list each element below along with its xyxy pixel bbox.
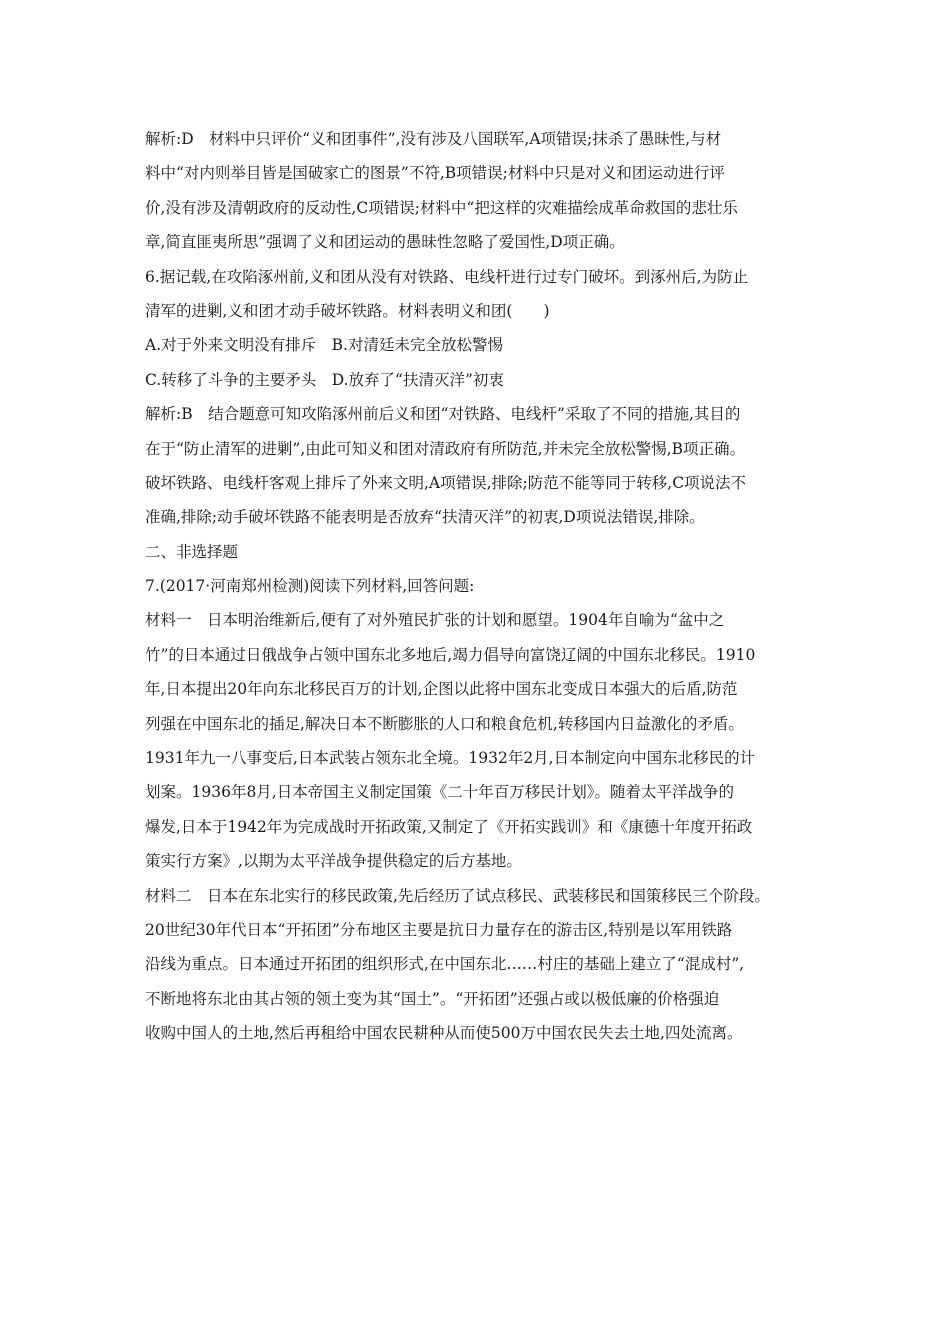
document-page: [145, 122, 815, 1051]
question-7-stem: 7.(2017·河南郑州检测)阅读下列材料,回答问题:: [145, 577, 475, 596]
material-2-line-2: 20世纪30年代日本“开拓团”分布地区主要是抗日力量存在的游击区,特别是以军用铁路: [145, 920, 733, 939]
question-6-line-1: 6.据记载,在攻陷涿州前,义和团从没有对铁路、电线杆进行过专门破坏。到涿州后,为防止: [145, 267, 749, 286]
material-2-line-5: 收购中国人的土地,然后再租给中国农民耕种从而使500万中国农民失去土地,四处流离。: [145, 1024, 743, 1043]
analysis-q5-line-2: 料中“对内则举目皆是国破家亡的图景”不符,B项错误;材料中只是对义和团运动进行评: [145, 164, 725, 183]
section-heading: 二、非选择题: [145, 542, 239, 561]
material-1-line-6: 划案。1936年8月,日本帝国主义制定国策《二十年百万移民计划》。随着太平洋战争的: [145, 783, 734, 802]
analysis-q6-line-1: 解析:B 结合题意可知攻陷涿州前后义和团“对铁路、电线杆”采取了不同的措施,其目的: [145, 405, 741, 424]
question-6-options-ab: A.对于外来文明没有排斥 B.对清廷未完全放松警惕: [145, 336, 503, 355]
analysis-q5-line-1: 解析:D 材料中只评价“义和团事件”,没有涉及八国联军,A项错误;抹杀了愚昧性,与材: [145, 130, 722, 148]
material-2-line-1: 材料二 日本在东北实行的移民政策,先后经历了试点移民、武装移民和国策移民三个阶段。: [145, 886, 770, 905]
material-1-line-2: 竹”的日本通过日俄战争占领中国东北多地后,竭力倡导向富饶辽阔的中国东北移民。1910: [145, 645, 756, 664]
material-1-line-5: 1931年九一八事变后,日本武装占领东北全境。1932年2月,日本制定向中国东北移民的计: [145, 749, 756, 768]
question-6-options-cd: C.转移了斗争的主要矛头 D.放弃了“扶清灭洋”初衷: [145, 370, 504, 389]
material-1-line-4: 列强在中国东北的插足,解决日本不断膨胀的人口和粮食危机,转移国内日益激化的矛盾。: [145, 714, 744, 733]
material-1-line-1: 材料一 日本明治维新后,便有了对外殖民扩张的计划和愿望。1904年自喻为“盆中之: [145, 611, 725, 630]
material-1-line-7: 爆发,日本于1942年为完成战时开拓政策,又制定了《开拓实践训》和《康德十年度开拓政: [145, 817, 753, 836]
question-6-line-2: 清军的进剿,义和团才动手破坏铁路。材料表明义和团( ): [145, 301, 550, 320]
material-2-line-4: 不断地将东北由其占领的领土变为其“国土”。“开拓团”还强占或以极低廉的价格强迫: [145, 989, 720, 1008]
material-1-line-8: 策实行方案》,以期为太平洋战争提供稳定的后方基地。: [145, 852, 522, 871]
material-2-line-3: 沿线为重点。日本通过开拓团的组织形式,在中国东北……村庄的基础上建立了“混成村”,: [145, 955, 745, 974]
analysis-q6-line-2: 在于“防止清军的进剿”,由此可知义和团对清政府有所防范,并未完全放松警惕,B项正确。: [145, 439, 746, 458]
analysis-q6-line-3: 破坏铁路、电线杆客观上排斥了外来文明,A项错误,排除;防范不能等同于转移,C项说法不: [145, 473, 747, 492]
analysis-q5-line-3: 价,没有涉及清朝政府的反动性,C项错误;材料中“把这样的灾难描绘成革命救国的悲壮乐: [145, 198, 738, 217]
material-1-line-3: 年,日本提出20年向东北移民百万的计划,企图以此将中国东北变成日本强大的后盾,防范: [145, 680, 738, 699]
analysis-q6-line-4: 准确,排除;动手破坏铁路不能表明是否放弃“扶清灭洋”的初衷,D项说法错误,排除。: [145, 508, 705, 527]
analysis-q5-line-4: 章,简直匪夷所思”强调了义和团运动的愚昧性忽略了爱国性,D项正确。: [145, 233, 625, 252]
